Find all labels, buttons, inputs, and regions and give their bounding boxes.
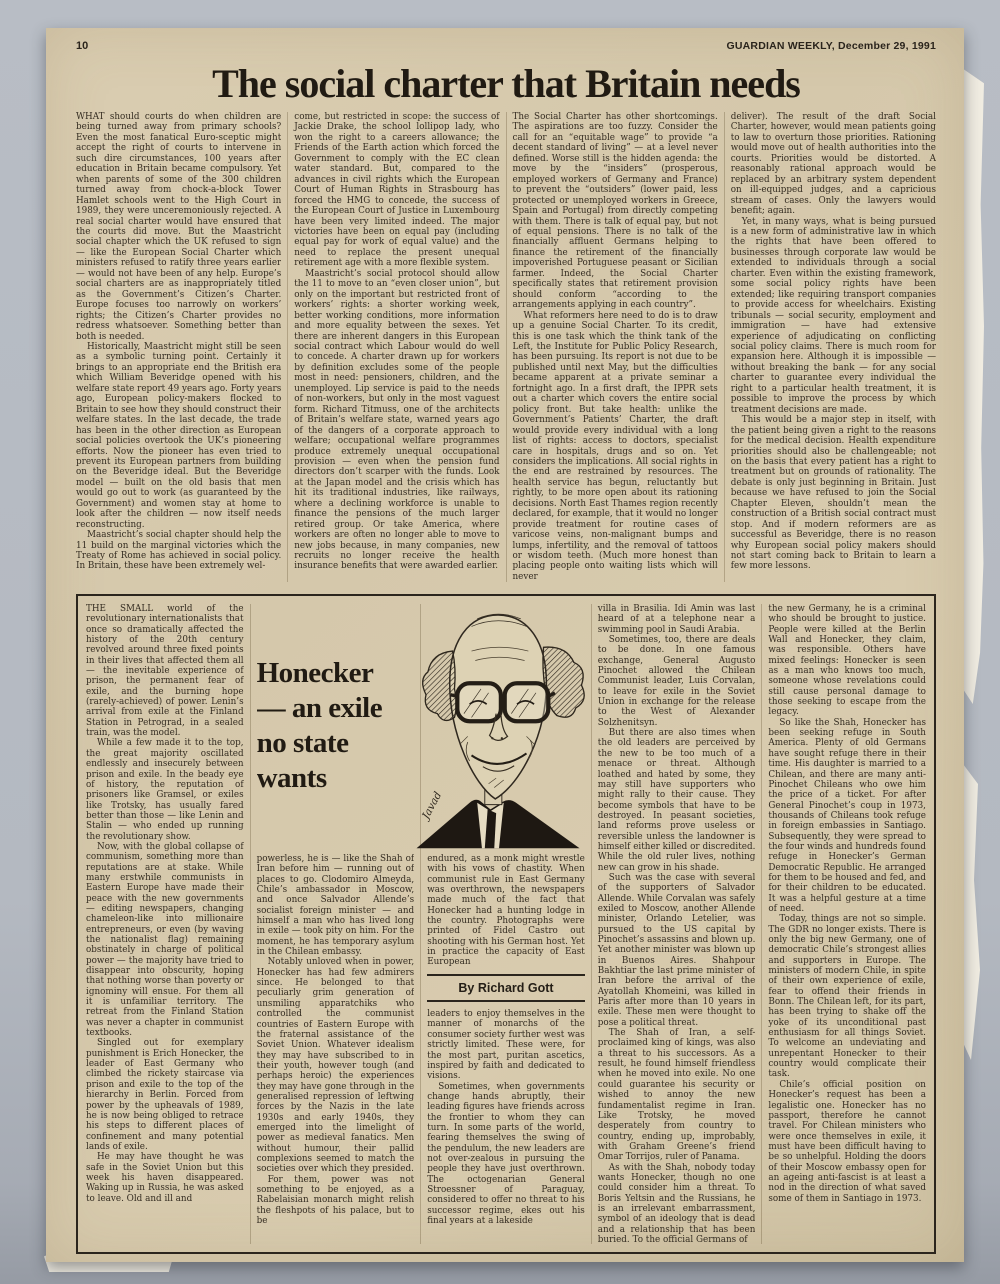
glasses-left-lens <box>457 683 501 721</box>
paragraph: As with the Shah, nobody today wants Honecker, though no one could consider him a threat. To Boris Yeltsin and the Russians, he is an irrelevant embarrassment, symbol of an ideology that is dead and a relationship that has been buried. To the official Germans of <box>597 1162 756 1244</box>
paragraph: leaders to enjoy themselves in the manner of monarchs of the consumer society further west was strictly limited. These were, for the most part, puritan ascetics, inspired by faith and dedicated to visions. <box>427 1009 585 1082</box>
article2-column-3-bottom-text <box>427 1009 585 1226</box>
article2-column-2-text <box>257 854 415 1226</box>
article1-column-4 <box>724 112 936 582</box>
paragraph: While a few made it to the top, the great majority oscillated endlessly and insecurely between prison and exile. In the beady eye of history, the reputation of prisoners like Gramsel, or exiles like Trotsky, has usually fared better than those — like Lenin and Stalin — who ended up running the revolutionary show. <box>86 738 244 842</box>
newspaper-page <box>46 28 964 1262</box>
page-number: 10 <box>76 40 89 52</box>
byline: By Richard Gott <box>427 974 585 1002</box>
paragraph: The Shah of Iran, a self-proclaimed king of kings, was also a threat to his successors. As a result, he found himself friendless when he moved into exile. No one could guarantee his security or wished to annoy the new fundamentalist regime in Iran. Like Trotsky, he moved desperately from country to country, ending up, improbably, with Graham Greene’s friend Omar Torrijos, ruler of Panama. <box>597 1028 756 1163</box>
article1-headline: The social charter that Britain needs <box>212 61 800 106</box>
paragraph: come, but restricted in scope: the success of Jackie Drake, the school lollipop lady, who won the right to a careers allowance; the Friends of the Earth action which forced the Government to comply with the EC clean water standard. But, compared to the advances in civil rights which the European Court of Human Rights in Strasbourg has forced the HMG to concede, the success of the European Court of Justice in Luxembourg have been very limited indeed. The major victories have been on equal pay (including equal pay for work of equal value) and the need to replace the present unequal retirement age with a more flexible system. <box>294 112 500 269</box>
hair-left <box>423 651 457 720</box>
article2-column-5 <box>761 604 926 1244</box>
paragraph: THE SMALL world of the revolutionary internationalists that once so dramatically affected the history of the 20th century revolved around three fixed points in their lives that affected them all — the inevitable experience of prison, the permanent fear of exile, and the burning hope (rarely-achieved) of power. Lenin’s arrival from exile at the Finland Station in Petrograd, in a sealed train, was the model. <box>86 604 244 739</box>
paragraph: Historically, Maastricht might still be seen as a symbolic turning point. Certainly it brings to an appropriate end the British era which William Beveridge opened with his welfare state report 49 years ago. Forty years ago, European policy-makers flocked to Britain to see how they should construct their welfare states. In the last decade, the trade has been in the other direction as European social policies overtook the UK’s pioneering efforts. Now the pioneer has even tried to prevent its European partners from building on the Beveridge ideal. But the Beveridge model — built on the old basis that men would go out to work (as guaranteed by the Government) and women stay at home to look after the children — now itself needs reconstructing. <box>76 341 282 530</box>
paragraph: villa in Brasilia. Idi Amin was last heard of at a telephone near a swimming pool in Saudi Arabia. <box>597 604 756 635</box>
article1-column-2 <box>287 112 499 582</box>
glasses-right-lens <box>505 683 549 721</box>
article1-body <box>76 112 936 582</box>
paragraph: Such was the case with several of the supporters of Salvador Allende. While Corvalan was safely exiled to Moscow, another Allende minister, Orlando Letelier, was pursued to the US capital by Pinochet’s assassins and blown up. Yet another minister was blown up in Buenos Aires. Shahpour Bakhtiar the last prime minister of Iran before the arrival of the Ayatollah Khomeini, was killed in Paris after more than 10 years in exile. These men were thought to pose a political threat. <box>597 872 756 1028</box>
paragraph: Sometimes, too, there are deals to be done. In one famous exchange, General Augusto Pinochet allowed the Chilean Communist leader, Luis Corvalan, to leave for exile in the Soviet Union in exchange for the release to the West of Alexander Solzhenitsyn. <box>597 635 756 728</box>
paragraph: deliver). The result of the draft Social Charter, however, would mean patients going to law to overturn those priorities. Rationing would move out of health authorities into the courts. Priorities would be distorted. A reasonably rational approach would be replaced by an arbitrary system dependent on ill-equipped judges, and a capricious stream of cases. Only the lawyers would benefit; again. <box>730 112 936 217</box>
honecker-caricature <box>390 600 608 850</box>
paragraph: WHAT should courts do when children are being turned away from primary schools? Even the most fanatical Euro-sceptic might accept the right of courts to intervene in such dire circumstances, 100 years after education in Britain became compulsory. Yet when parents of some of the 300 children turned away from chock-a-block Tower Hamlet schools went to the High Court in 1989, they were unceremoniously rejected. A real social charter would have ensured that the courts did move. But the Maastricht social chapter which the UK refused to sign — like the European Social Charter which ministers refused to ratify three years earlier — would not have been of any help. Europe’s social charters are as inappropriately titled as the Government’s Citizen’s Charter. Europe focuses too narrowly on workers’ rights; the Citizen’s Charter provides no redress whatsoever. Something better than both is needed. <box>76 112 282 342</box>
headline-line-1: Honecker <box>256 657 374 689</box>
paragraph: What reformers here need to do is to draw up a genuine Social Charter. To its credit, this is one task which the think tank of the Left, the Institute for Public Policy Research, has been pursuing. Its report is not due to be published until next May, but the difficulties became apparent at a private seminar a fortnight ago. In a first draft, the IPPR sets out a charter which covers the entire social policy front. But take health: unlike the Government’s Patients’ Charter, the draft would provide every individual with a long list of rights: access to doctors, specialist care in hospitals, drugs and so on. Yet considers the implications. All social rights in the end are restrained by resources. The health service has begun, reluctantly but rightly, to be more open about its rationing decisions. North East Thames region recently declared, for example, that it would no longer provide treatment for routine cases of varicose veins, non-malignant bumps and lumps, infertility, and the removal of tattoos or wisdom teeth. (Much more honest than placing people onto waiting lists which will never <box>512 310 718 582</box>
paragraph: Notably unloved when in power, Honecker has had few admirers since. He belonged to that peculiarly grim generation of unsmiling apparatchiks who controlled the communist countries of Eastern Europe with the fraternal assistance of the Soviet Union. Whatever idealism they may have subscribed to in their youth, however tough (and perhaps heroic) the experiences they may have gone through in the generalised repression of leftwing forces by the Nazis in the late 1930s and early 1940s, they emerged into the limelight of power as medieval fanatics. Men without humour, their pallid complexions seemed to match the societies over which they presided. <box>256 957 415 1175</box>
paragraph: Now, with the global collapse of communism, something more than reputations are at stake. While many erstwhile communists in Eastern Europe have made their peace with the new governments — editing newspapers, changing chameleon-like into millionaire entrepreneurs, or even (by waving the nationalist flag) remaining obstinately in charge of political power — the majority have tried to disappear into obscurity, hoping that nothing worse than poverty or ignominy will ensue. For them all it is unfamiliar territory. The retreat from the Finland Station was never a chapter in communist textbooks. <box>86 841 244 1039</box>
paragraph: Singled out for exemplary punishment is Erich Honecker, the leader of East Germany who climbed the rickety staircase via prison and exile to the top of the hierarchy in Berlin. Forced from power by the upheavals of 1989, he is now being obliged to retrace his steps to different places of confinement and many potential lands of exile. <box>86 1038 244 1152</box>
paragraph: For them, power was not something to be enjoyed, as a Rabelaisian monarch might relish the fleshpots of his palace, but to be <box>256 1174 415 1227</box>
paragraph: So like the Shah, Honecker has been seeking refuge in South America. Plenty of old Germans have sought refuge there in their time. His daughter is married to a Chilean, and there are many anti-Pinochet Chileans who owe him the price of a ticket. For after General Pinochet’s coup in 1973, thousands of Chileans took refuge in foreign embassies in Santiago. Subsequently, they were spread to the four winds and hundreds found refuge in Honecker’s German Democratic Republic. He arranged for them to be housed and fed, and for their children to be educated. It was a helpful gesture at a time of need. <box>768 717 926 914</box>
paragraph: Maastricht’s social chapter should help the 11 build on the marginal victories which the Treaty of Rome has achieved in social policy. In Britain, these have been extremely wel- <box>76 530 282 572</box>
paragraph: powerless, he is — like the Shah of Iran before him — running out of places to go. Clodomiro Almeyda, Chile’s ambassador in Moscow, and once Salvador Allende’s socialist foreign minister — and himself a man who has lived long in exile — took pity on him. For the moment, he has temporary asylum in the Chilean embassy. <box>256 854 415 958</box>
article2-box <box>76 594 936 1254</box>
illustration-signature: Javad <box>419 789 445 822</box>
headline-line-3: no state <box>256 727 349 759</box>
paragraph: Chile’s official position on Honecker’s request has been a legalistic one. Honecker has no passport, therefore he cannot travel. For Chilean ministers who were once themselves in exile, it must have been difficult having to be so unhelpful. Holding the doors of their Moscow embassy open for an ageing anti-fascist is at least a nod in the direction of what saved some of them in Santiago in 1973. <box>768 1079 926 1204</box>
paragraph: the new Germany, he is a criminal who should be brought to justice. People were killed at the Berlin Wall and Honecker, they claim, was responsible. Others have mixed feelings: Honecker is seen as a man who knows too much, someone whose revelations could still cause personal damage to those seeking to escape from the legacy. <box>768 604 926 718</box>
page-header <box>76 40 936 62</box>
paragraph: The Social Charter has other shortcomings. The aspirations are too fuzzy. Consider the call for an “equitable wage” to provide “a decent standard of living” — at a level never defined. Worse still is the hidden agenda: the move by the “insiders” (prosperous, employed workers of Germany and France) to prevent the “outsiders” (lower paid, less protected or unemployed workers in Greece, Spain and Portugal) from directly competing with them. There is talk of equal pay, but not of equal pensions. There is no talk of the financially affluent Germans helping to finance the retirement of the financially impoverished Portuguese peasant or Sicilian farmer. Indeed, the Social Charter specifically states that retirement provision should conform “according to the arrangements applying in each country”. <box>512 112 718 311</box>
paragraph: But there are also times when the old leaders are perceived by the new to be too much of a menace or threat. Although loathed and hated by some, they may still have supporters who might rally to their cause. They become symbols that have to be destroyed. In peasant societies, land reforms prove useless or reversible unless the landowner is himself either killed or discredited. While the old ruler lives, nothing new can grow in his shade. <box>597 728 756 873</box>
article1-column-1 <box>76 112 281 582</box>
paragraph: Maastricht’s social protocol should allow the 11 to move to an “even closer union”, but only on the important but restricted front of workers’ rights: a shorter working week, better working conditions, more information and more equality between the sexes. Yet there are inherent dangers in this European social contract which Labour would do well to concede. A charter drawn up for workers by definition excludes some of the people most in need: pensioners, children, and the unemployed. Lip service is paid to the needs of non-workers, but only in the most vaguest form. Richard Titmuss, one of the architects of Britain’s welfare state, warned years ago of the dangers of a corporate approach to welfare; occupational welfare programmes produce extremely unequal occupational provision — even when the pension fund directors don’t scarper with the funds. Look at the Japan model and the crisis which has hit its traditional industries, like railways, where a declining workforce is unable to finance the pensions of the much larger retired group. Or take America, where workers are often no longer able to move to new jobs because, in many companies, new recruits no longer receive the health insurance benefits that were awarded earlier. <box>294 268 500 572</box>
paragraph: Yet, in many ways, what is being pursued is a new form of administrative law in which the rights that have been offered to businesses through corporate law would be extended to individuals through a social charter. Even within the existing framework, some social policy rights have been extended; like requiring transport companies to provide access for wheelchairs. Existing tribunals — social security, employment and immigration — have had extensive experience of adjudicating on conflicting social policy claims. There is much room for expansion here. Although it is impossible — without breaking the bank — for any social charter to guarantee every individual the right to a particular health treatment, it is possible to improve the process by which treatment decisions are made. <box>730 216 936 415</box>
paragraph: This would be a major step in itself, with the patient being given a right to the reasons for the medical decision. Health expenditure priorities should also be challengeable; not on the basis that every patient has a right to treatment but on grounds of rationality. The debate is only just beginning in Britain. Just because we have refused to join the Social Chapter Eleven, shouldn’t mean the construction of a British social contract must stop. And if modern reformers are as successful as Beveridge, there is no reason why European social policy makers should not start coming back to Britain to learn a few more lessons. <box>730 415 936 572</box>
paragraph: Sometimes, when governments change hands abruptly, their leading figures have friends across the frontier to whom they can turn. In some parts of the world, fearing themselves the swing of the pendulum, the new leaders are not over-zealous in pursuing the people they have just overthrown. The octogenarian General Stroessner of Paraguay, considered to offer no threat to his successor regime, ekes out his final years at a lakeside <box>427 1081 585 1226</box>
article2-column-3-top-text <box>427 854 585 968</box>
paragraph: He may have thought he was safe in the Soviet Union but this week his haven disappeared. Waking up in Russia, he was asked to leave. Old and ill and <box>86 1152 244 1204</box>
paragraph: endured, as a monk might wrestle with his vows of chastity. When communist rule in East Germany was overthrown, the newspapers made much of the fact that Honecker had a hunting lodge in the country. Photographs were printed of Fidel Castro out shooting with his German host. Yet in practice the capacity of East European <box>427 854 585 968</box>
headline-line-4: wants <box>256 762 327 794</box>
masthead: GUARDIAN WEEKLY, December 29, 1991 <box>726 40 936 52</box>
headline-line-2: — an exile <box>256 692 383 724</box>
article1-column-3 <box>506 112 718 582</box>
paragraph: Today, things are not so simple. The GDR no longer exists. There is only the big new Germany, one of democratic Chile’s strongest allies and supporters in Europe. The ministers of modern Chile, in spite of their own experience of exile, fear to offend their friends in Bonn. The Chilean left, for its part, has been trying to shake off the yoke of its unconditional past enthusiasm for all things Soviet. To welcome an undeviating and unrepentant Honecker to their country would complicate their task. <box>768 914 926 1080</box>
article2-column-1 <box>86 604 244 1244</box>
article2-column-4 <box>591 604 756 1244</box>
